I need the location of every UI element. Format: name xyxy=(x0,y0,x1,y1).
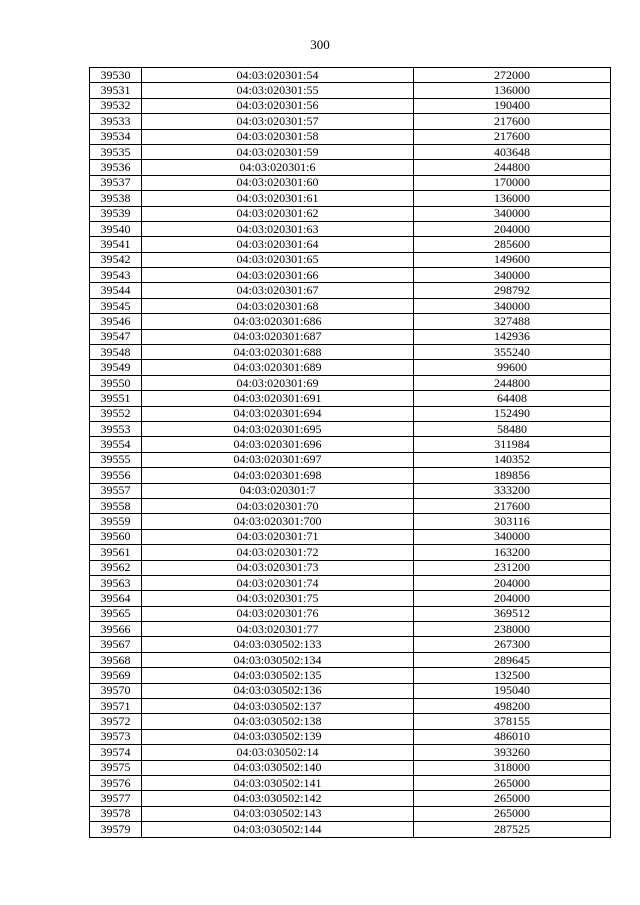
table-row xyxy=(90,452,611,467)
table-row xyxy=(90,606,611,621)
value-cell: 238000 xyxy=(414,622,611,637)
cadastral-number-cell: 04:03:020301:56 xyxy=(142,98,414,113)
table-row xyxy=(90,622,611,637)
table-row xyxy=(90,468,611,483)
row-number-cell: 39575 xyxy=(90,760,142,775)
cadastral-number-cell: 04:03:020301:697 xyxy=(142,452,414,467)
table-row xyxy=(90,668,611,683)
table-row xyxy=(90,714,611,729)
table-row xyxy=(90,98,611,113)
cadastral-number-cell: 04:03:020301:694 xyxy=(142,406,414,421)
row-number-cell: 39547 xyxy=(90,329,142,344)
value-cell: 189856 xyxy=(414,468,611,483)
row-number-cell: 39559 xyxy=(90,514,142,529)
row-number-cell: 39546 xyxy=(90,314,142,329)
table-row xyxy=(90,237,611,252)
cadastral-number-cell: 04:03:030502:143 xyxy=(142,806,414,821)
row-number-cell: 39577 xyxy=(90,791,142,806)
table-row xyxy=(90,437,611,452)
value-cell: 142936 xyxy=(414,329,611,344)
row-number-cell: 39536 xyxy=(90,160,142,175)
cadastral-number-cell: 04:03:030502:135 xyxy=(142,668,414,683)
value-cell: 298792 xyxy=(414,283,611,298)
row-number-cell: 39568 xyxy=(90,652,142,667)
cadastral-number-cell: 04:03:030502:14 xyxy=(142,745,414,760)
table-row xyxy=(90,591,611,606)
table-row xyxy=(90,298,611,313)
value-cell: 311984 xyxy=(414,437,611,452)
table-row xyxy=(90,406,611,421)
cadastral-number-cell: 04:03:020301:65 xyxy=(142,252,414,267)
cadastral-number-cell: 04:03:020301:57 xyxy=(142,114,414,129)
table-row xyxy=(90,221,611,236)
value-cell: 340000 xyxy=(414,298,611,313)
cadastral-number-cell: 04:03:020301:71 xyxy=(142,529,414,544)
cadastral-number-cell: 04:03:030502:136 xyxy=(142,683,414,698)
cadastral-number-cell: 04:03:020301:72 xyxy=(142,545,414,560)
cadastral-number-cell: 04:03:020301:54 xyxy=(142,68,414,83)
value-cell: 170000 xyxy=(414,175,611,190)
row-number-cell: 39550 xyxy=(90,375,142,390)
value-cell: 327488 xyxy=(414,314,611,329)
cadastral-number-cell: 04:03:020301:64 xyxy=(142,237,414,252)
row-number-cell: 39538 xyxy=(90,191,142,206)
value-cell: 378155 xyxy=(414,714,611,729)
row-number-cell: 39569 xyxy=(90,668,142,683)
value-cell: 340000 xyxy=(414,206,611,221)
cadastral-number-cell: 04:03:030502:137 xyxy=(142,699,414,714)
value-cell: 136000 xyxy=(414,191,611,206)
row-number-cell: 39531 xyxy=(90,83,142,98)
value-cell: 265000 xyxy=(414,775,611,790)
row-number-cell: 39560 xyxy=(90,529,142,544)
table-row xyxy=(90,683,611,698)
cadastral-number-cell: 04:03:020301:6 xyxy=(142,160,414,175)
value-cell: 217600 xyxy=(414,498,611,513)
row-number-cell: 39558 xyxy=(90,498,142,513)
value-cell: 217600 xyxy=(414,114,611,129)
cadastral-number-cell: 04:03:020301:76 xyxy=(142,606,414,621)
table-row xyxy=(90,206,611,221)
row-number-cell: 39576 xyxy=(90,775,142,790)
value-cell: 195040 xyxy=(414,683,611,698)
row-number-cell: 39567 xyxy=(90,637,142,652)
table-row xyxy=(90,268,611,283)
table-row xyxy=(90,83,611,98)
row-number-cell: 39543 xyxy=(90,268,142,283)
row-number-cell: 39530 xyxy=(90,68,142,83)
table-row xyxy=(90,652,611,667)
row-number-cell: 39532 xyxy=(90,98,142,113)
row-number-cell: 39561 xyxy=(90,545,142,560)
row-number-cell: 39556 xyxy=(90,468,142,483)
row-number-cell: 39533 xyxy=(90,114,142,129)
row-number-cell: 39539 xyxy=(90,206,142,221)
row-number-cell: 39564 xyxy=(90,591,142,606)
cadastral-number-cell: 04:03:020301:61 xyxy=(142,191,414,206)
cadastral-number-cell: 04:03:020301:73 xyxy=(142,560,414,575)
row-number-cell: 39551 xyxy=(90,391,142,406)
value-cell: 64408 xyxy=(414,391,611,406)
table-row xyxy=(90,637,611,652)
table-row xyxy=(90,575,611,590)
table-row xyxy=(90,729,611,744)
cadastral-number-cell: 04:03:020301:695 xyxy=(142,421,414,436)
value-cell: 333200 xyxy=(414,483,611,498)
value-cell: 340000 xyxy=(414,529,611,544)
cadastral-number-cell: 04:03:030502:138 xyxy=(142,714,414,729)
table-row xyxy=(90,514,611,529)
value-cell: 303116 xyxy=(414,514,611,529)
value-cell: 318000 xyxy=(414,760,611,775)
table-row xyxy=(90,175,611,190)
row-number-cell: 39544 xyxy=(90,283,142,298)
cadastral-number-cell: 04:03:020301:696 xyxy=(142,437,414,452)
cadastral-number-cell: 04:03:020301:75 xyxy=(142,591,414,606)
value-cell: 340000 xyxy=(414,268,611,283)
table-row xyxy=(90,144,611,159)
row-number-cell: 39552 xyxy=(90,406,142,421)
value-cell: 265000 xyxy=(414,791,611,806)
cadastral-number-cell: 04:03:020301:688 xyxy=(142,345,414,360)
cadastral-number-cell: 04:03:020301:691 xyxy=(142,391,414,406)
value-cell: 136000 xyxy=(414,83,611,98)
value-cell: 163200 xyxy=(414,545,611,560)
row-number-cell: 39565 xyxy=(90,606,142,621)
value-cell: 369512 xyxy=(414,606,611,621)
value-cell: 190400 xyxy=(414,98,611,113)
value-cell: 140352 xyxy=(414,452,611,467)
cadastral-number-cell: 04:03:020301:69 xyxy=(142,375,414,390)
cadastral-number-cell: 04:03:020301:58 xyxy=(142,129,414,144)
cadastral-number-cell: 04:03:030502:141 xyxy=(142,775,414,790)
value-cell: 217600 xyxy=(414,129,611,144)
table-row xyxy=(90,421,611,436)
table-row xyxy=(90,545,611,560)
cadastral-number-cell: 04:03:030502:140 xyxy=(142,760,414,775)
table-row xyxy=(90,760,611,775)
row-number-cell: 39549 xyxy=(90,360,142,375)
cadastral-number-cell: 04:03:020301:60 xyxy=(142,175,414,190)
table-row xyxy=(90,791,611,806)
row-number-cell: 39579 xyxy=(90,822,142,837)
row-number-cell: 39570 xyxy=(90,683,142,698)
cadastral-number-cell: 04:03:030502:142 xyxy=(142,791,414,806)
value-cell: 287525 xyxy=(414,822,611,837)
row-number-cell: 39566 xyxy=(90,622,142,637)
cadastral-number-cell: 04:03:020301:55 xyxy=(142,83,414,98)
row-number-cell: 39542 xyxy=(90,252,142,267)
value-cell: 285600 xyxy=(414,237,611,252)
row-number-cell: 39572 xyxy=(90,714,142,729)
cadastral-number-cell: 04:03:020301:700 xyxy=(142,514,414,529)
row-number-cell: 39574 xyxy=(90,745,142,760)
row-number-cell: 39537 xyxy=(90,175,142,190)
row-number-cell: 39562 xyxy=(90,560,142,575)
row-number-cell: 39578 xyxy=(90,806,142,821)
row-number-cell: 39541 xyxy=(90,237,142,252)
value-cell: 355240 xyxy=(414,345,611,360)
cadastral-number-cell: 04:03:020301:68 xyxy=(142,298,414,313)
row-number-cell: 39534 xyxy=(90,129,142,144)
row-number-cell: 39563 xyxy=(90,575,142,590)
value-cell: 403648 xyxy=(414,144,611,159)
value-cell: 486010 xyxy=(414,729,611,744)
table-row xyxy=(90,806,611,821)
table-row xyxy=(90,114,611,129)
table-row xyxy=(90,483,611,498)
value-cell: 267300 xyxy=(414,637,611,652)
table-row xyxy=(90,283,611,298)
value-cell: 244800 xyxy=(414,375,611,390)
value-cell: 265000 xyxy=(414,806,611,821)
cadastral-number-cell: 04:03:020301:687 xyxy=(142,329,414,344)
cadastral-number-cell: 04:03:020301:63 xyxy=(142,221,414,236)
row-number-cell: 39545 xyxy=(90,298,142,313)
cadastral-number-cell: 04:03:020301:67 xyxy=(142,283,414,298)
table-row xyxy=(90,775,611,790)
cadastral-number-cell: 04:03:020301:689 xyxy=(142,360,414,375)
value-cell: 272000 xyxy=(414,68,611,83)
row-number-cell: 39573 xyxy=(90,729,142,744)
row-number-cell: 39571 xyxy=(90,699,142,714)
registry-table-body xyxy=(90,68,611,838)
value-cell: 244800 xyxy=(414,160,611,175)
table-row xyxy=(90,314,611,329)
table-row xyxy=(90,745,611,760)
table-row xyxy=(90,822,611,837)
table-row xyxy=(90,329,611,344)
row-number-cell: 39557 xyxy=(90,483,142,498)
row-number-cell: 39540 xyxy=(90,221,142,236)
cadastral-number-cell: 04:03:030502:144 xyxy=(142,822,414,837)
row-number-cell: 39555 xyxy=(90,452,142,467)
table-row xyxy=(90,129,611,144)
row-number-cell: 39553 xyxy=(90,421,142,436)
table-row xyxy=(90,391,611,406)
value-cell: 58480 xyxy=(414,421,611,436)
table-row xyxy=(90,345,611,360)
value-cell: 204000 xyxy=(414,221,611,236)
value-cell: 132500 xyxy=(414,668,611,683)
table-row xyxy=(90,68,611,83)
cadastral-number-cell: 04:03:030502:139 xyxy=(142,729,414,744)
value-cell: 498200 xyxy=(414,699,611,714)
value-cell: 393260 xyxy=(414,745,611,760)
row-number-cell: 39535 xyxy=(90,144,142,159)
row-number-cell: 39554 xyxy=(90,437,142,452)
cadastral-number-cell: 04:03:020301:59 xyxy=(142,144,414,159)
cadastral-number-cell: 04:03:020301:7 xyxy=(142,483,414,498)
table-row xyxy=(90,252,611,267)
table-row xyxy=(90,529,611,544)
cadastral-number-cell: 04:03:020301:77 xyxy=(142,622,414,637)
cadastral-number-cell: 04:03:020301:74 xyxy=(142,575,414,590)
table-row xyxy=(90,560,611,575)
table-row xyxy=(90,160,611,175)
value-cell: 152490 xyxy=(414,406,611,421)
cadastral-number-cell: 04:03:020301:70 xyxy=(142,498,414,513)
value-cell: 204000 xyxy=(414,575,611,590)
table-row xyxy=(90,375,611,390)
cadastral-number-cell: 04:03:020301:686 xyxy=(142,314,414,329)
page-number: 300 xyxy=(310,37,330,52)
table-row xyxy=(90,360,611,375)
value-cell: 149600 xyxy=(414,252,611,267)
registry-table xyxy=(89,67,611,838)
table-row xyxy=(90,191,611,206)
value-cell: 231200 xyxy=(414,560,611,575)
value-cell: 99600 xyxy=(414,360,611,375)
row-number-cell: 39548 xyxy=(90,345,142,360)
table-row xyxy=(90,699,611,714)
value-cell: 204000 xyxy=(414,591,611,606)
cadastral-number-cell: 04:03:020301:62 xyxy=(142,206,414,221)
cadastral-number-cell: 04:03:020301:66 xyxy=(142,268,414,283)
cadastral-number-cell: 04:03:020301:698 xyxy=(142,468,414,483)
cadastral-number-cell: 04:03:030502:134 xyxy=(142,652,414,667)
table-row xyxy=(90,498,611,513)
value-cell: 289645 xyxy=(414,652,611,667)
cadastral-number-cell: 04:03:030502:133 xyxy=(142,637,414,652)
